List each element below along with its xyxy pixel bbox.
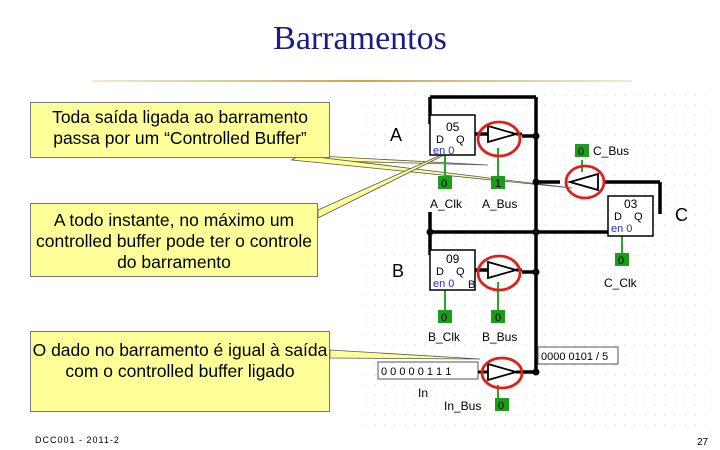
register-b-q-pin: Q [456,266,465,278]
register-c-d-pin: D [614,211,622,223]
callout-controlled-buffer: Toda saída ligada ao barramento passa por um “Controlled Buffer” [30,102,330,158]
register-b-label: B [392,261,405,281]
register-b-bus-tag: B [468,279,476,291]
c-bus-value: 0 [578,146,585,158]
register-c-label: C [675,205,688,225]
register-a-enable: en 0 [433,145,455,157]
slide-title: Barramentos [273,20,447,57]
register-b-value: 09 [446,252,460,266]
b-bus-label: B_Bus [482,330,518,344]
a-clk-label: A_Clk [430,197,463,211]
b-bus-value: 0 [495,312,502,324]
register-b-d-pin: D [436,266,444,278]
b-clk-value: 0 [441,312,448,324]
c-clk-label: C_Clk [604,276,637,290]
register-a-value: 05 [446,120,460,134]
register-c-value: 03 [624,197,638,211]
in-bus-value: 0 [498,400,505,412]
register-c-enable: en 0 [611,223,633,235]
b-clk-label: B_Clk [428,330,461,344]
register-a-label: A [390,125,403,145]
c-bus-label: C_Bus [593,144,630,158]
register-b-enable: en 0 [433,278,455,290]
callout-bus-data: O dado no barramento é igual à saída com o controlled buffer ligado [30,331,330,412]
a-clk-value: 0 [441,178,448,190]
register-c [608,196,653,236]
in-label: In [418,386,429,400]
page-number: 27 [697,437,709,448]
bus-probe-value: 0000 0101 / 5 [541,351,609,363]
in-bus-label: In_Bus [444,399,482,413]
callout-bus-control: A todo instante, no máximo um controlled buffer pode ter o controle do barramento [30,203,318,277]
register-a-q-pin: Q [456,134,465,146]
c-clk-value: 0 [618,255,625,267]
register-a [430,115,475,157]
footer-course-code: DCC001 - 2011-2 [35,435,120,445]
in-bits: 0 0 0 0 0 1 1 1 [381,366,452,378]
a-bus-value: 1 [495,178,502,190]
a-bus-label: A_Bus [482,197,518,211]
register-c-q-pin: Q [634,211,643,223]
register-a-d-pin: D [436,134,444,146]
